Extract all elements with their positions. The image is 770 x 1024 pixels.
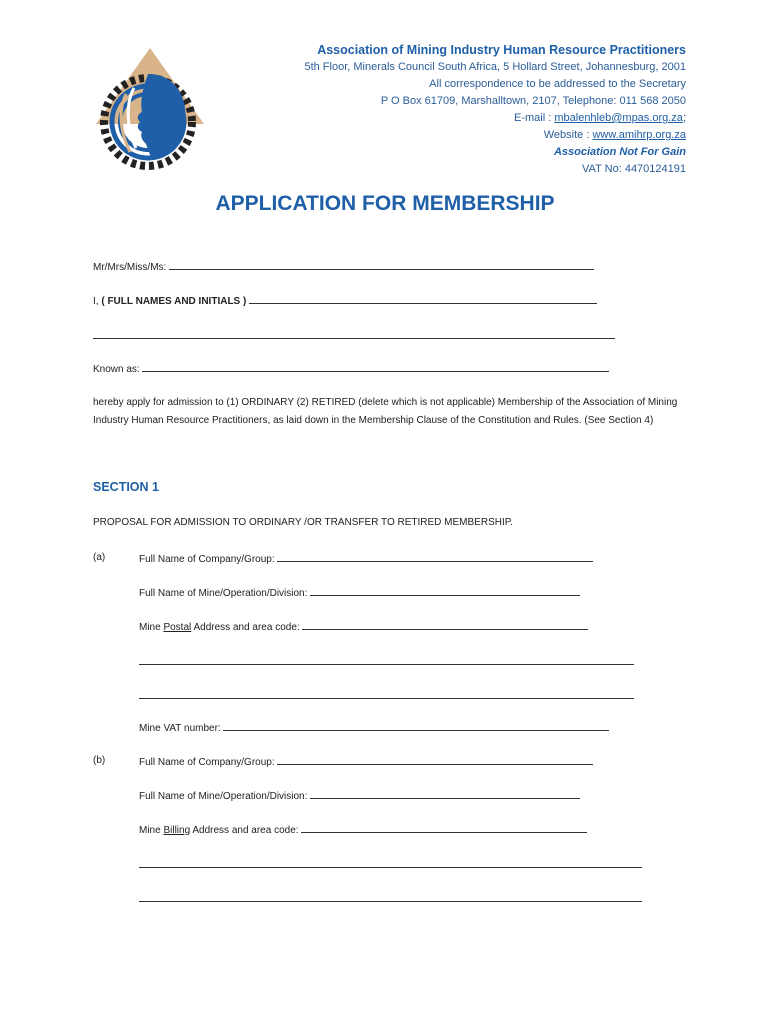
letterhead xyxy=(304,42,686,178)
website-link[interactable]: www.amihrp.org.za xyxy=(592,129,686,141)
vat-number: VAT No: 4470124191 xyxy=(582,163,686,175)
application-statement: hereby apply for admission to (1) ORDINARY (2) RETIRED (delete which is not applicable) Membership of the Association of Mining Industry Human Resource Practitioners, as laid down in the Membership Clause of the Constitution and Rules. (See Section 4) xyxy=(93,397,678,426)
org-address: 5th Floor, Minerals Council South Africa, 5 Hollard Street, Johannesburg, 2001 xyxy=(304,61,686,73)
a-company-blank[interactable] xyxy=(277,552,593,562)
org-website-row: Website : www.amihrp.org.za xyxy=(543,129,686,141)
a-postal-blank[interactable] xyxy=(302,620,588,630)
names-prefix: I, xyxy=(93,296,102,307)
a-mine-row: Full Name of Mine/Operation/Division: xyxy=(139,586,580,599)
b-company-row: Full Name of Company/Group: xyxy=(139,755,593,768)
names-field-row xyxy=(93,294,597,307)
b-mine-row: Full Name of Mine/Operation/Division: xyxy=(139,789,580,802)
b-billing-blank-3[interactable] xyxy=(139,901,642,902)
item-b-label: (b) xyxy=(93,755,106,766)
b-mine-blank[interactable] xyxy=(310,789,580,799)
names-label: ( FULL NAMES AND INITIALS ) xyxy=(101,296,247,307)
a-postal-row: Mine Postal Address and area code: xyxy=(139,620,588,633)
title-field-row xyxy=(93,260,594,273)
names-field-blank[interactable] xyxy=(249,294,597,304)
section-1-heading: SECTION 1 xyxy=(93,480,159,494)
known-as-row xyxy=(93,362,609,375)
names-continuation-blank[interactable] xyxy=(93,338,615,339)
b-billing-blank-2[interactable] xyxy=(139,867,642,868)
org-correspondence: All correspondence to be addressed to the Secretary xyxy=(429,78,686,90)
b-billing-row: Mine Billing Address and area code: xyxy=(139,823,587,836)
a-company-row: Full Name of Company/Group: xyxy=(139,552,593,565)
a-vat-blank[interactable] xyxy=(223,721,609,731)
title-field-blank[interactable] xyxy=(169,260,594,270)
email-link[interactable]: mbalenhleb@mpas.org.za xyxy=(554,112,683,124)
association-logo xyxy=(86,44,206,174)
known-as-blank[interactable] xyxy=(142,362,609,372)
a-vat-row: Mine VAT number: xyxy=(139,721,609,734)
title-field-label: Mr/Mrs/Miss/Ms: xyxy=(93,262,170,273)
org-pobox: P O Box 61709, Marshalltown, 2107, Telephone: 011 568 2050 xyxy=(380,95,686,107)
proposal-text: PROPOSAL FOR ADMISSION TO ORDINARY /OR TRANSFER TO RETIRED MEMBERSHIP. xyxy=(93,517,513,528)
a-mine-blank[interactable] xyxy=(310,586,580,596)
b-billing-blank[interactable] xyxy=(301,823,587,833)
a-postal-blank-3[interactable] xyxy=(139,698,634,699)
b-company-blank[interactable] xyxy=(277,755,593,765)
not-for-gain: Association Not For Gain xyxy=(553,146,686,158)
org-email-row: E-mail : mbalenhleb@mpas.org.za; xyxy=(514,112,686,124)
org-name: Association of Mining Industry Human Resource Practitioners xyxy=(317,43,686,57)
a-postal-blank-2[interactable] xyxy=(139,664,634,665)
page-title: APPLICATION FOR MEMBERSHIP xyxy=(215,192,555,215)
known-as-label: Known as: xyxy=(93,364,143,375)
item-a-label: (a) xyxy=(93,552,106,563)
